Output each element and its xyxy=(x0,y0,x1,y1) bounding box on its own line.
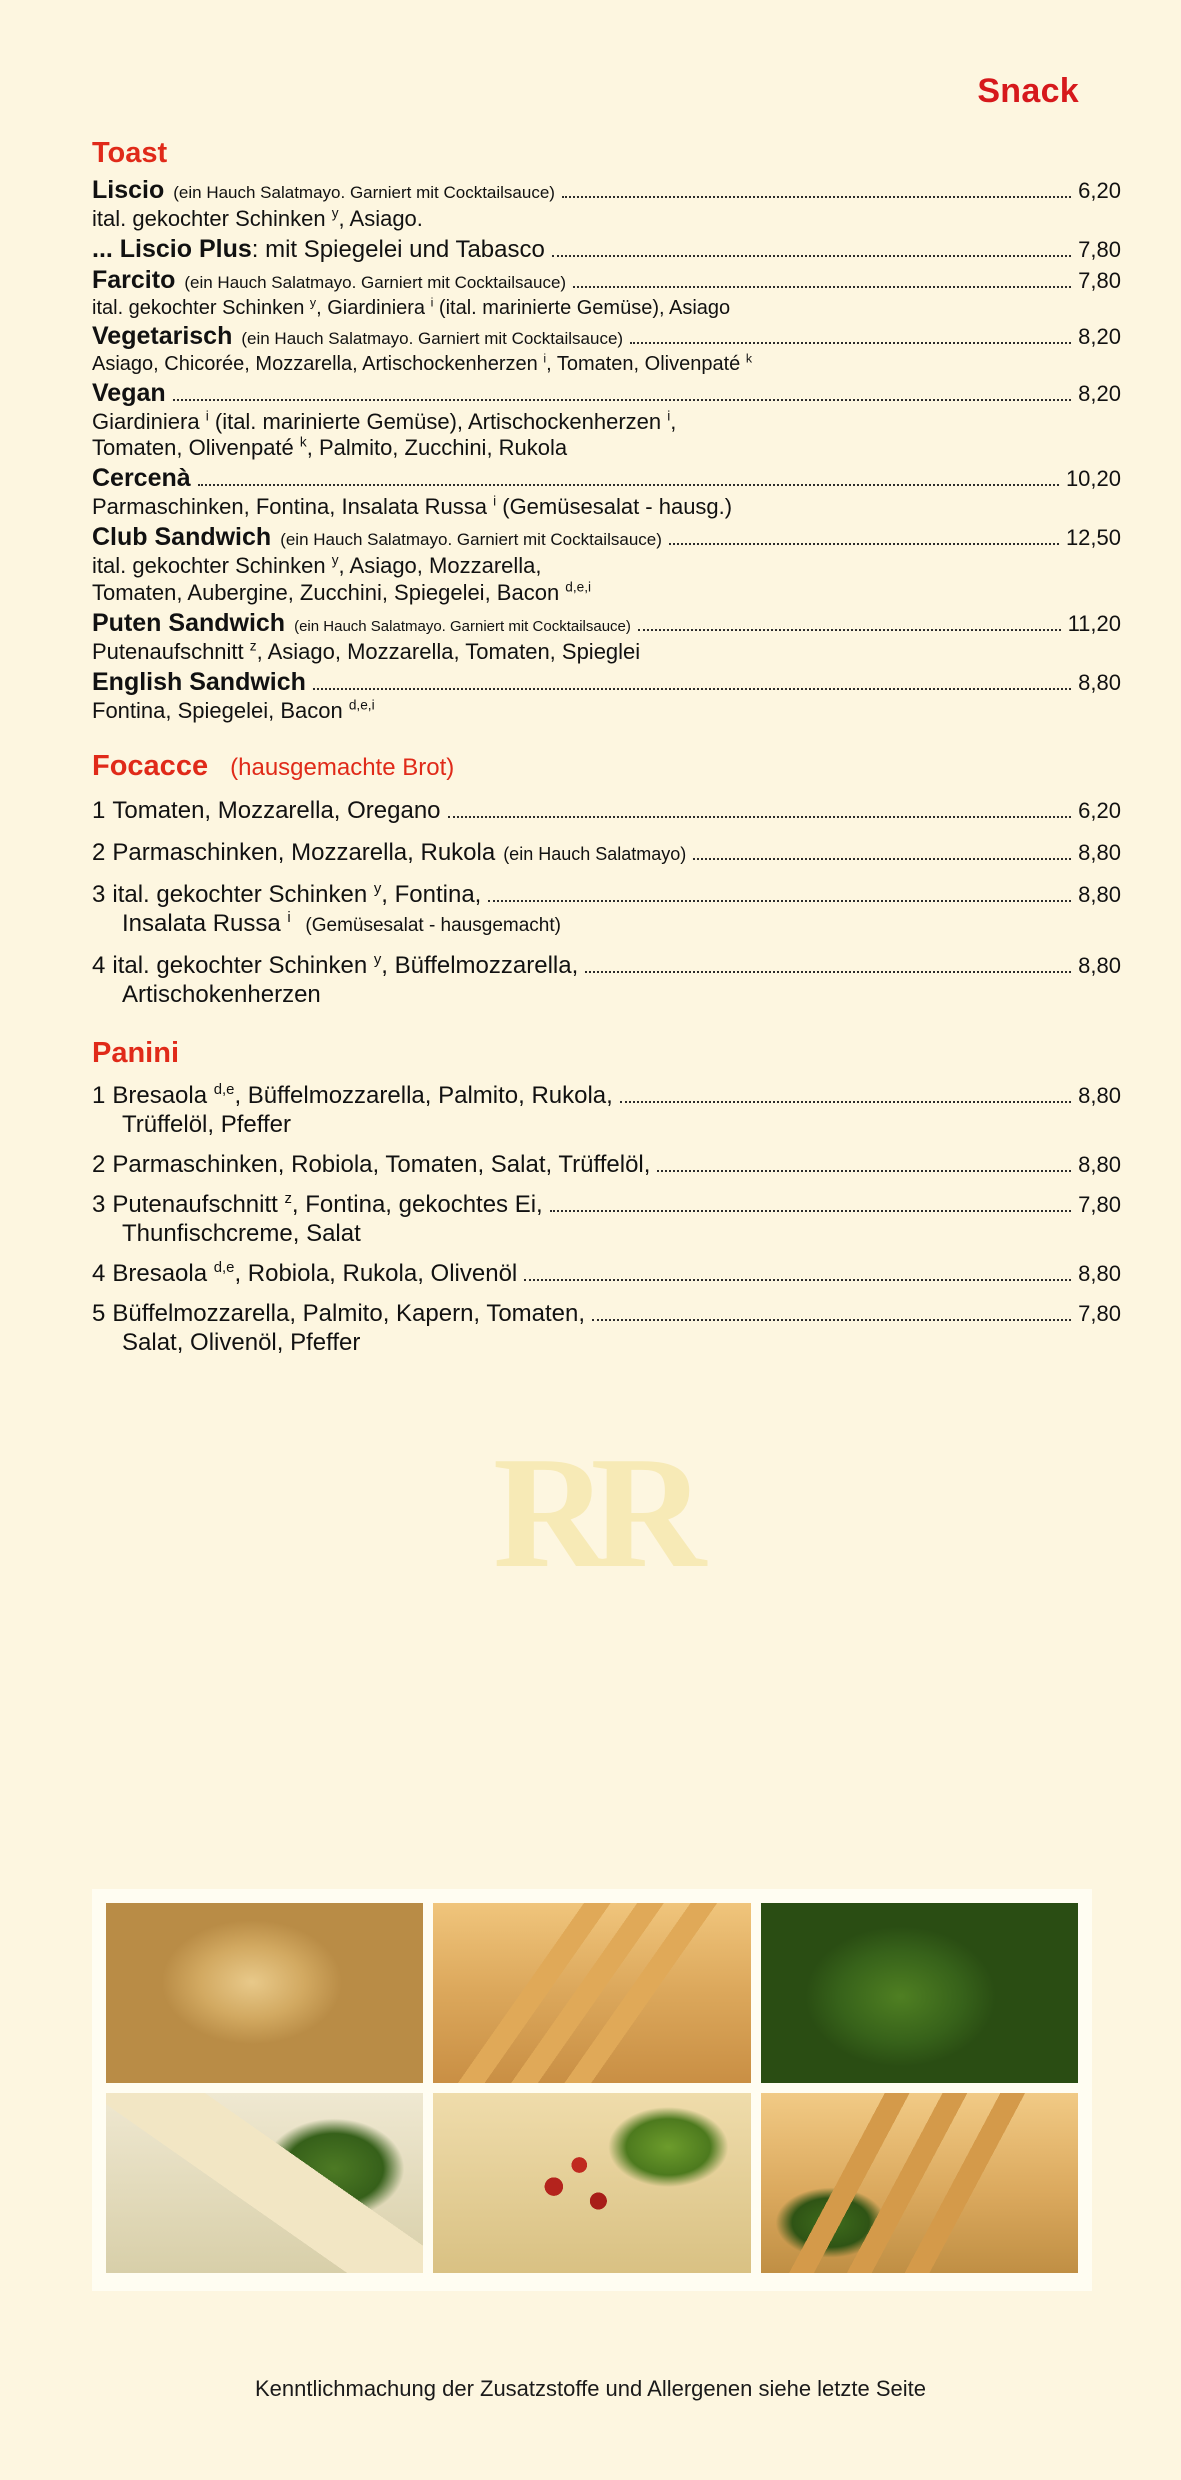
watermark-logo: RR xyxy=(492,1423,689,1601)
item-continuation: Thunfischcreme, Salat xyxy=(122,1220,361,1248)
item-price: 8,80 xyxy=(1078,1083,1121,1109)
item-price: 8,80 xyxy=(1078,840,1121,866)
item-name: Vegan xyxy=(92,378,166,407)
leader-dots xyxy=(638,628,1061,631)
menu-item-puten-sandwich xyxy=(92,609,1121,666)
item-description: Fontina, Spiegelei, Bacon $^{d,e,i}$ xyxy=(92,697,375,723)
item-number: 1 xyxy=(92,797,106,825)
leader-dots xyxy=(552,254,1071,257)
leader-dots xyxy=(524,1278,1071,1281)
item-number: 2 xyxy=(92,839,106,867)
photo-row-bottom xyxy=(106,2093,1078,2273)
menu-item-english-sandwich xyxy=(92,668,1121,725)
item-continuation xyxy=(92,981,1121,1009)
item-text: Tomaten, Mozzarella, Oregano xyxy=(112,797,441,825)
leader-dots xyxy=(620,1100,1071,1103)
item-note: (ein Hauch Salatmayo. Garniert mit Cocktailsauce) xyxy=(280,530,662,550)
item-number: 5 xyxy=(92,1300,106,1328)
photo-burger-lettuce xyxy=(106,1903,423,2083)
item-name: ... Liscio Plus xyxy=(92,234,252,263)
item-description: Putenaufschnitt $^z$, Asiago, Mozzarella, Tomaten, Spieglei xyxy=(92,638,641,664)
item-text: Bresaola $^{d,e}$, Büffelmozzarella, Palmito, Rukola, xyxy=(112,1082,613,1110)
leader-dots xyxy=(488,899,1071,902)
item-price: 7,80 xyxy=(1078,267,1121,293)
item-name: Vegetarisch xyxy=(92,322,233,351)
item-name: Club Sandwich xyxy=(92,523,272,552)
item-name: Farcito xyxy=(92,265,176,294)
photo-club-sandwich xyxy=(106,2093,423,2273)
item-price: 7,80 xyxy=(1078,236,1121,262)
item-description: ital. gekochter Schinken $^y$, Asiago. xyxy=(92,205,423,231)
item-note: (ein Hauch Salatmayo. Garniert mit Cocktailsauce) xyxy=(184,272,567,292)
item-number: 2 xyxy=(92,1151,106,1179)
item-price: 8,80 xyxy=(1078,953,1121,979)
section-heading-toast xyxy=(92,137,1121,170)
item-number: 4 xyxy=(92,1260,106,1288)
item-number: 3 xyxy=(92,1191,106,1219)
photo-wrap-lettuce-tomato xyxy=(761,1903,1078,2083)
item-price: 12,50 xyxy=(1065,525,1121,551)
item-text: ital. gekochter Schinken $^y$, Büffelmozzarella, xyxy=(112,952,579,980)
footer-note: Kenntlichmachung der Zusatzstoffe und Allergenen siehe letzte Seite xyxy=(254,2376,927,2401)
photo-grilled-panini-halves xyxy=(433,1903,750,2083)
item-text: Büffelmozzarella, Palmito, Kapern, Tomaten, xyxy=(112,1300,586,1328)
item-note: (ein Hauch Salatmayo) xyxy=(503,844,687,865)
item-text: Parmaschinken, Robiola, Tomaten, Salat, Trüffelöl, xyxy=(112,1151,651,1179)
item-price: 8,80 xyxy=(1078,1261,1121,1287)
leader-dots xyxy=(313,687,1071,690)
leader-dots xyxy=(585,970,1071,973)
item-text: ital. gekochter Schinken $^y$, Fontina, xyxy=(112,881,482,909)
item-price: 8,20 xyxy=(1078,380,1121,406)
focacce-item-2 xyxy=(92,839,1121,867)
item-price: 8,80 xyxy=(1078,882,1121,908)
menu-item-farcito xyxy=(92,266,1121,320)
item-price: 8,80 xyxy=(1078,1152,1121,1178)
focacce-item-1 xyxy=(92,797,1121,825)
item-price: 8,20 xyxy=(1078,324,1121,350)
menu-item-liscio xyxy=(92,176,1121,233)
photo-row-top xyxy=(106,1903,1078,2083)
item-continuation-text: Insalata Russa $^i$ xyxy=(122,910,291,938)
menu-item-cercena xyxy=(92,464,1121,521)
leader-dots xyxy=(562,195,1071,198)
panini-item-4 xyxy=(92,1260,1121,1288)
panini-item-5 xyxy=(92,1300,1121,1357)
item-text: Parmaschinken, Mozzarella, Rukola xyxy=(112,839,496,867)
item-name-suffix: : mit Spiegelei und Tabasco xyxy=(251,235,545,263)
item-description: Giardiniera $^i$ (ital. marinierte Gemüse), Artischockenherzen $^i$, Tomaten, Olivenpaté $^k$, Palmito, Zucchini, Rukola xyxy=(92,408,677,461)
menu-item-vegan xyxy=(92,379,1121,463)
panini-item-2 xyxy=(92,1151,1121,1179)
item-note: (ein Hauch Salatmayo. Garniert mit Cocktailsauce) xyxy=(241,329,624,349)
leader-dots xyxy=(573,285,1071,288)
panini-item-3 xyxy=(92,1191,1121,1248)
item-continuation: Trüffelöl, Pfeffer xyxy=(122,1111,291,1139)
leader-dots xyxy=(669,542,1059,545)
item-description: Asiago, Chicorée, Mozzarella, Artischockenherzen $^i$, Tomaten, Olivenpaté $^k$ xyxy=(92,351,753,376)
section-heading-toast-label: Toast xyxy=(92,137,168,169)
section-heading-focacce xyxy=(92,750,1121,783)
item-price: 6,20 xyxy=(1078,798,1121,824)
item-price: 7,80 xyxy=(1078,1301,1121,1327)
item-price: 11,20 xyxy=(1067,610,1121,636)
item-price: 10,20 xyxy=(1065,466,1121,492)
menu-item-liscio-plus xyxy=(92,235,1121,264)
item-number: 3 xyxy=(92,881,106,909)
section-heading-panini-label: Panini xyxy=(92,1037,180,1070)
leader-dots xyxy=(657,1169,1071,1172)
menu-item-club-sandwich xyxy=(92,523,1121,607)
item-continuation xyxy=(92,910,1121,938)
item-name: Liscio xyxy=(92,176,165,204)
leader-dots xyxy=(550,1209,1071,1212)
item-description: Parmaschinken, Fontina, Insalata Russa $^i$ (Gemüsesalat - hausg.) xyxy=(92,493,733,520)
item-name: English Sandwich xyxy=(92,667,306,696)
item-price: 8,80 xyxy=(1078,669,1121,695)
leader-dots xyxy=(173,398,1072,401)
leader-dots xyxy=(198,483,1059,486)
photo-grilled-panini-tomato xyxy=(761,2093,1078,2273)
item-number: 1 xyxy=(92,1082,106,1110)
menu-item-vegetarisch xyxy=(92,322,1121,376)
focacce-item-4 xyxy=(92,952,1121,1009)
page-title: Snack xyxy=(977,72,1079,110)
item-name: Cercenà xyxy=(92,464,191,493)
section-heading-panini xyxy=(92,1037,1121,1070)
panini-item-1 xyxy=(92,1082,1121,1139)
photo-bruschetta-tomatoes xyxy=(433,2093,750,2273)
item-number: 4 xyxy=(92,952,106,980)
item-description: ital. gekochter Schinken $^y$, Asiago, Mozzarella, Tomaten, Aubergine, Zucchini, Spiegelei, Bacon $^{d,e,i}$ xyxy=(92,552,592,605)
item-text: Bresaola $^{d,e}$, Robiola, Rukola, Olivenöl xyxy=(112,1260,518,1288)
section-heading-focacce-label: Focacce xyxy=(92,750,209,783)
item-name: Puten Sandwich xyxy=(92,608,286,637)
item-note: (ein Hauch Salatmayo. Garniert mit Cocktailsauce) xyxy=(173,183,555,202)
leader-dots xyxy=(592,1318,1071,1321)
item-text: Putenaufschnitt $^z$, Fontina, gekochtes Ei, xyxy=(112,1191,543,1219)
item-description: ital. gekochter Schinken $^y$, Giardiniera $^i$ (ital. marinierte Gemüse), Asiago xyxy=(92,295,731,319)
photo-gallery xyxy=(92,1889,1092,2291)
leader-dots xyxy=(448,815,1072,818)
item-continuation-hint: (Gemüsesalat - hausgemacht) xyxy=(305,915,561,937)
item-continuation: Salat, Olivenöl, Pfeffer xyxy=(122,1329,361,1357)
section-heading-focacce-sub: (hausgemachte Brot) xyxy=(230,754,455,782)
focacce-item-3 xyxy=(92,881,1121,938)
item-price: 6,20 xyxy=(1078,178,1121,203)
leader-dots xyxy=(630,341,1071,344)
item-continuation-text: Artischokenherzen xyxy=(122,981,321,1009)
item-price: 7,80 xyxy=(1078,1192,1121,1218)
leader-dots xyxy=(693,857,1071,860)
item-note: (ein Hauch Salatmayo. Garniert mit Cocktailsauce) xyxy=(294,617,631,635)
